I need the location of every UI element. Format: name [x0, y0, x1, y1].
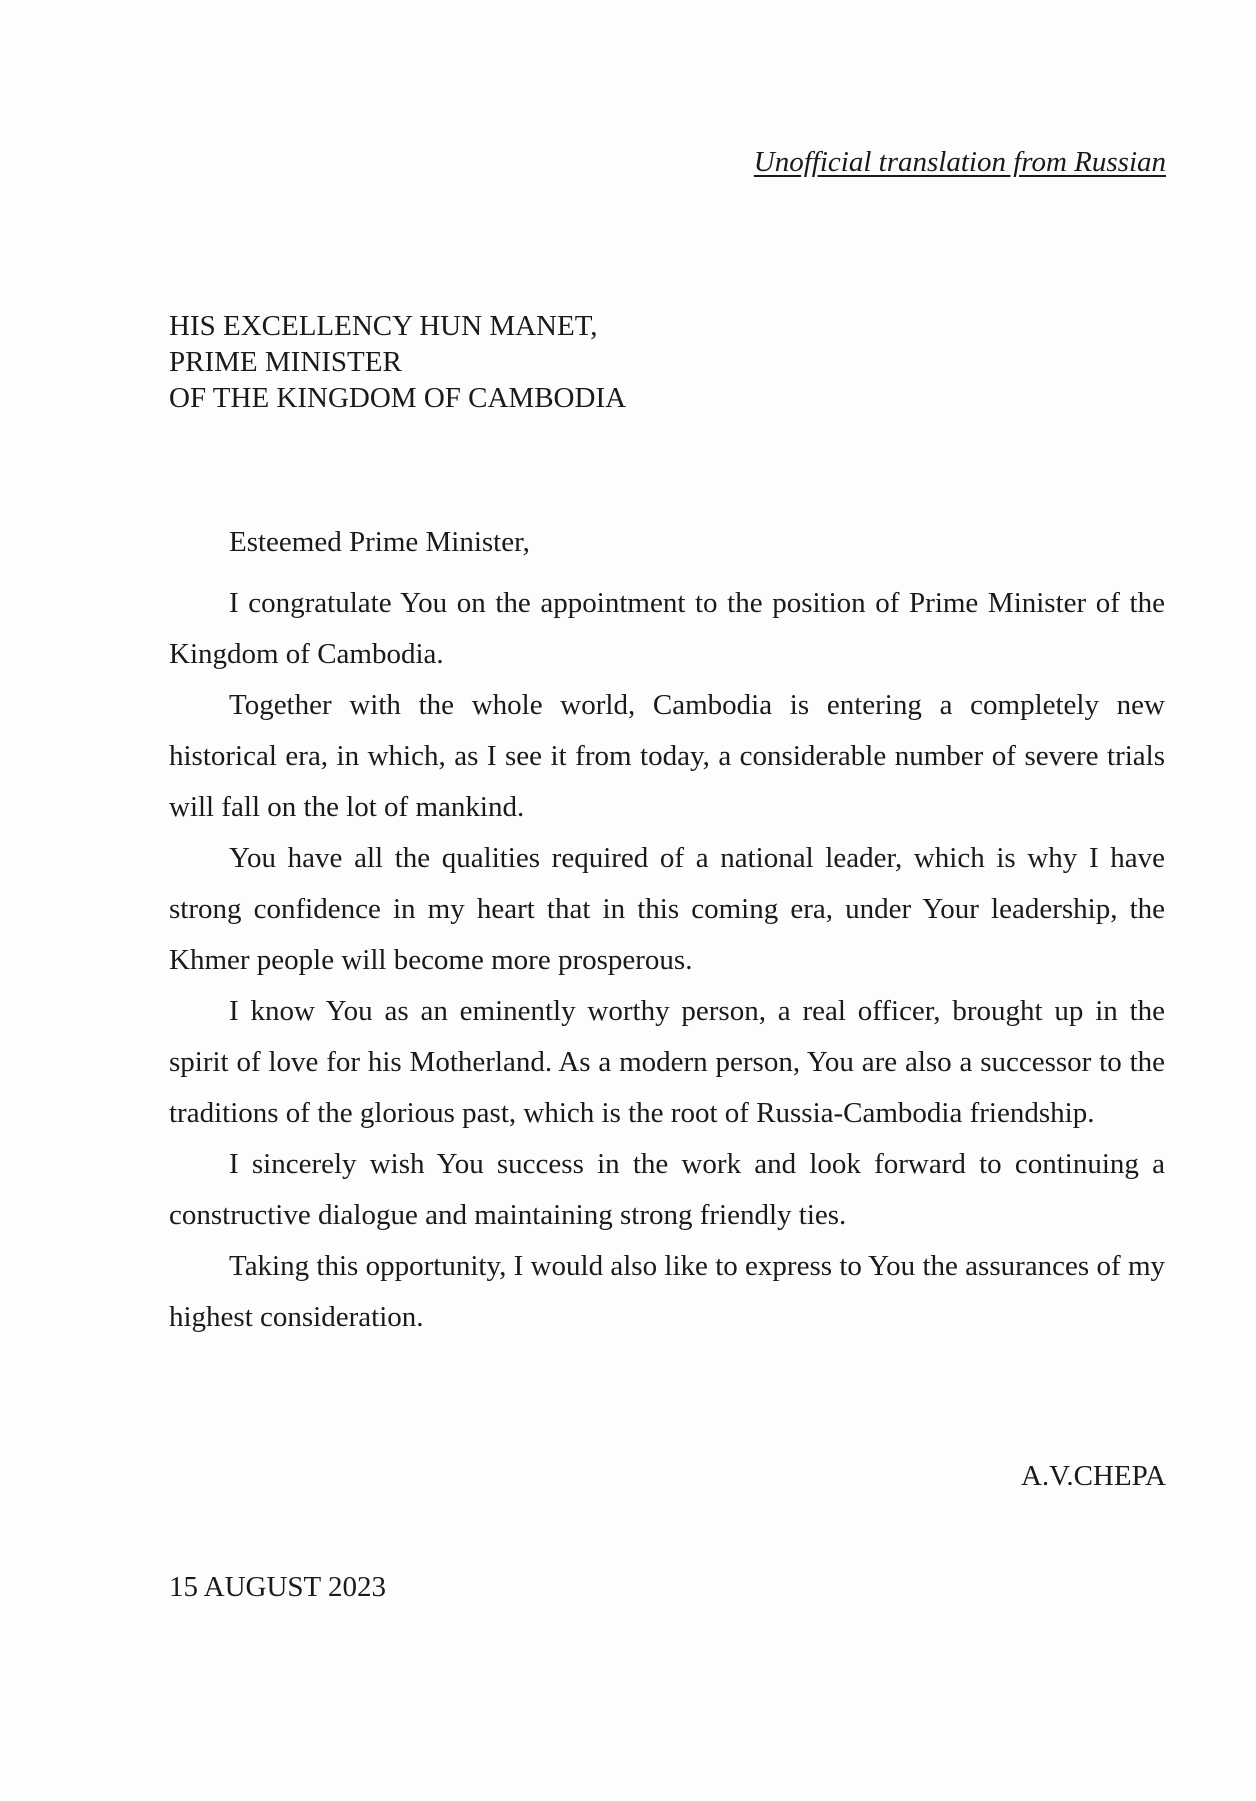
salutation: Esteemed Prime Minister,	[229, 526, 530, 558]
body-paragraph: I congratulate You on the appointment to the position of Prime Minister of the Kingdom of Cambodia.	[169, 587, 1165, 670]
translation-note: Unofficial translation from Russian	[753, 146, 1166, 178]
body-paragraph: I sincerely wish You success in the work and look forward to continuing a constructive dialogue and maintaining strong friendly ties.	[169, 1148, 1165, 1231]
body-paragraph: Taking this opportunity, I would also like to express to You the assurances of my highest consideration.	[169, 1250, 1165, 1333]
body-paragraph: You have all the qualities required of a national leader, which is why I have strong confidence in my heart that in this coming era, under Your leadership, the Khmer people will become more prosperous.	[169, 842, 1165, 976]
addressee-line: HIS EXCELLENCY HUN MANET,	[169, 310, 598, 342]
addressee-block	[169, 308, 626, 416]
addressee-line: OF THE KINGDOM OF CAMBODIA	[169, 382, 627, 414]
body-paragraph: Together with the whole world, Cambodia is entering a completely new historical era, in which, as I see it from today, a considerable number of severe trials will fall on the lot of mankind.	[169, 689, 1165, 823]
body-paragraph: I know You as an eminently worthy person, a real officer, brought up in the spirit of love for his Motherland. As a modern person, You are also a successor to the traditions of the glorious past, which is the root of Russia-Cambodia friendship.	[169, 995, 1165, 1129]
letter-body	[169, 578, 1165, 1343]
signature: A.V.CHEPA	[1020, 1460, 1166, 1492]
letter-date: 15 AUGUST 2023	[169, 1571, 386, 1603]
addressee-line: PRIME MINISTER	[169, 346, 402, 378]
